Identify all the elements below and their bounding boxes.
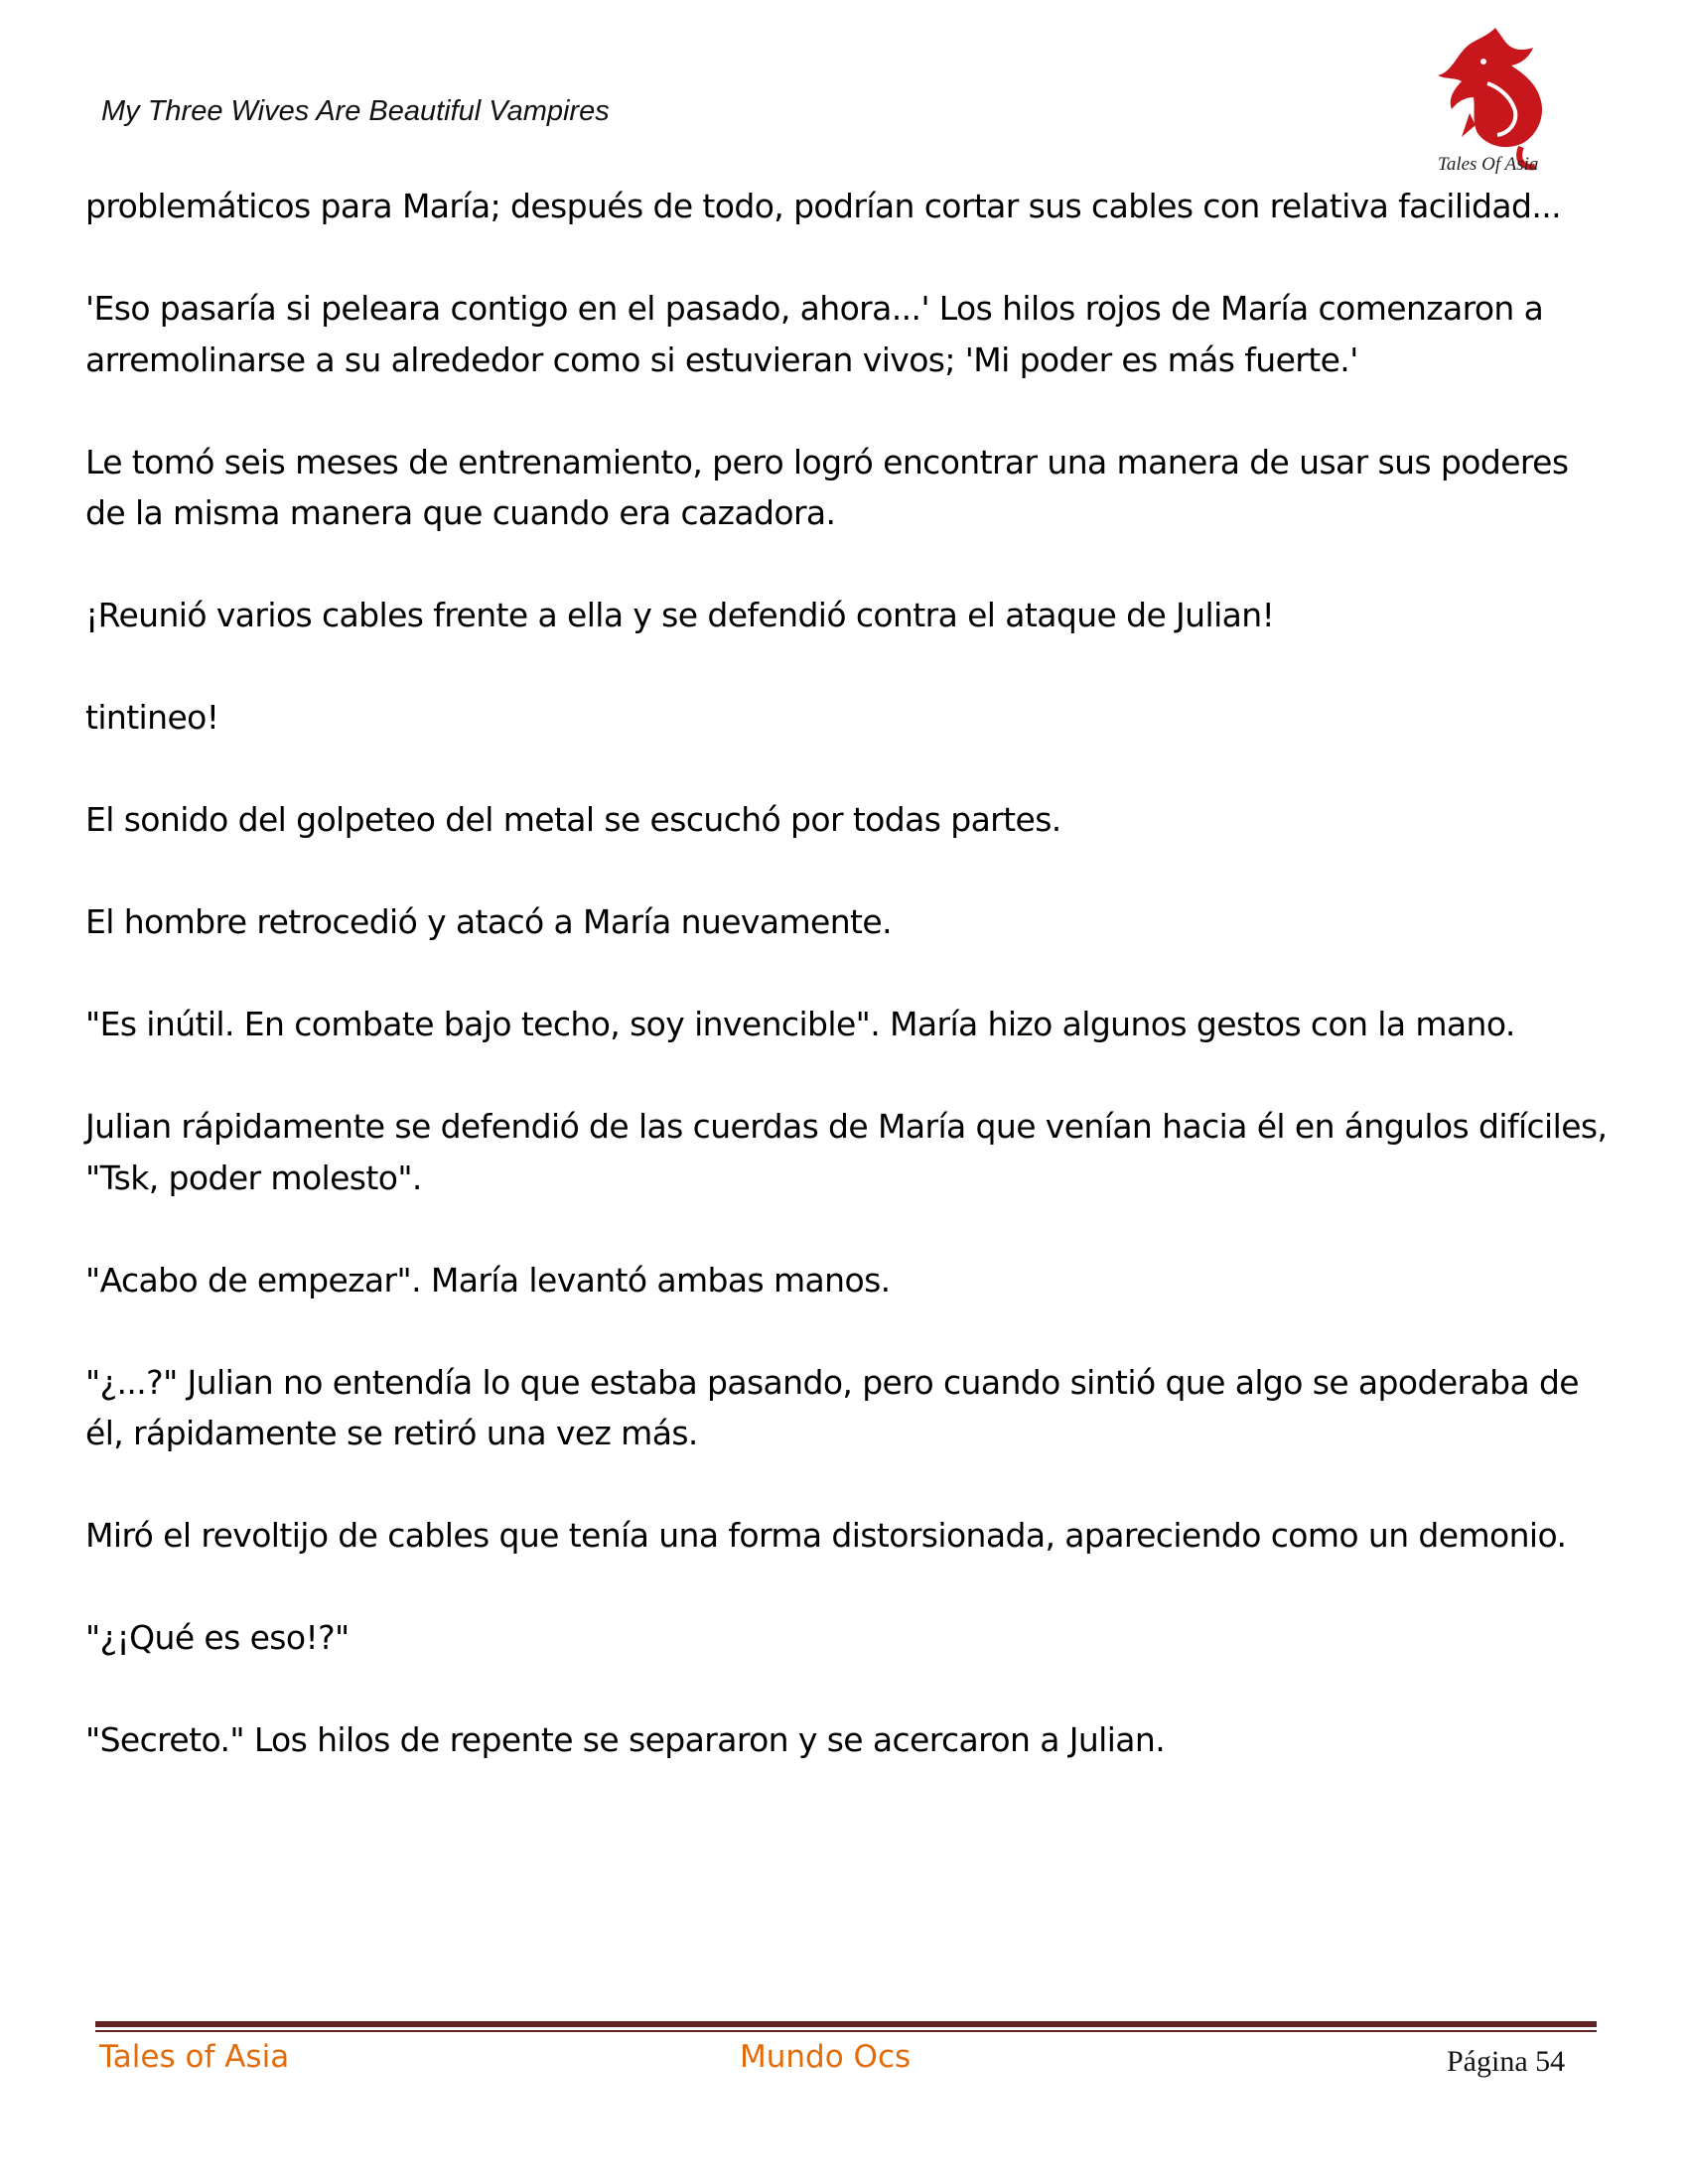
paragraph: "¿...?" Julian no entendía lo que estaba pasando, pero cuando sintió que algo se apoderaba de él, rápidamente se retiró una vez más. [85, 1362, 1580, 1452]
page-body [85, 181, 1615, 1817]
paragraph: problemáticos para María; después de todo, podrían cortar sus cables con relativa facilidad... [85, 187, 1561, 225]
paragraph: "Secreto." Los hilos de repente se separaron y se acercaron a Julian. [85, 1720, 1166, 1759]
paragraph: Julian rápidamente se defendió de las cuerdas de María que venían hacia él en ángulos difíciles, "Tsk, poder molesto". [85, 1107, 1608, 1197]
paragraph: "¿¡Qué es eso!?" [85, 1618, 350, 1657]
footer-divider-thin [95, 2030, 1597, 2032]
paragraph: El sonido del golpeteo del metal se escuchó por todas partes. [85, 800, 1061, 839]
paragraph: El hombre retrocedió y atacó a María nuevamente. [85, 902, 892, 941]
footer-site-name: Tales of Asia [99, 2039, 290, 2075]
footer-section-name: Mundo Ocs [740, 2039, 912, 2075]
paragraph: ¡Reunió varios cables frente a ella y se defendió contra el ataque de Julian! [85, 596, 1275, 634]
paragraph: "Es inútil. En combate bajo techo, soy invencible". María hizo algunos gestos con la mano. [85, 1005, 1515, 1043]
page-number: Página 54 [1447, 2045, 1566, 2078]
paragraph: "Acabo de empezar". María levantó ambas manos. [85, 1260, 891, 1299]
paragraph: Le tomó seis meses de entrenamiento, pero logró encontrar una manera de usar sus poderes de la misma manera que cuando era cazadora. [85, 442, 1569, 532]
logo-text: Tales Of Asia [1438, 154, 1539, 175]
footer-divider [95, 2021, 1597, 2027]
book-title: My Three Wives Are Beautiful Vampires [101, 95, 610, 127]
paragraph: tintineo! [85, 698, 219, 737]
paragraph: 'Eso pasaría si peleara contigo en el pasado, ahora...' Los hilos rojos de María comenzaron a arremolinarse a su alrededor como si estuvieran vivos; 'Mi poder es más fuerte.' [85, 289, 1544, 379]
paragraph: Miró el revoltijo de cables que tenía una forma distorsionada, apareciendo como un demonio. [85, 1516, 1567, 1555]
